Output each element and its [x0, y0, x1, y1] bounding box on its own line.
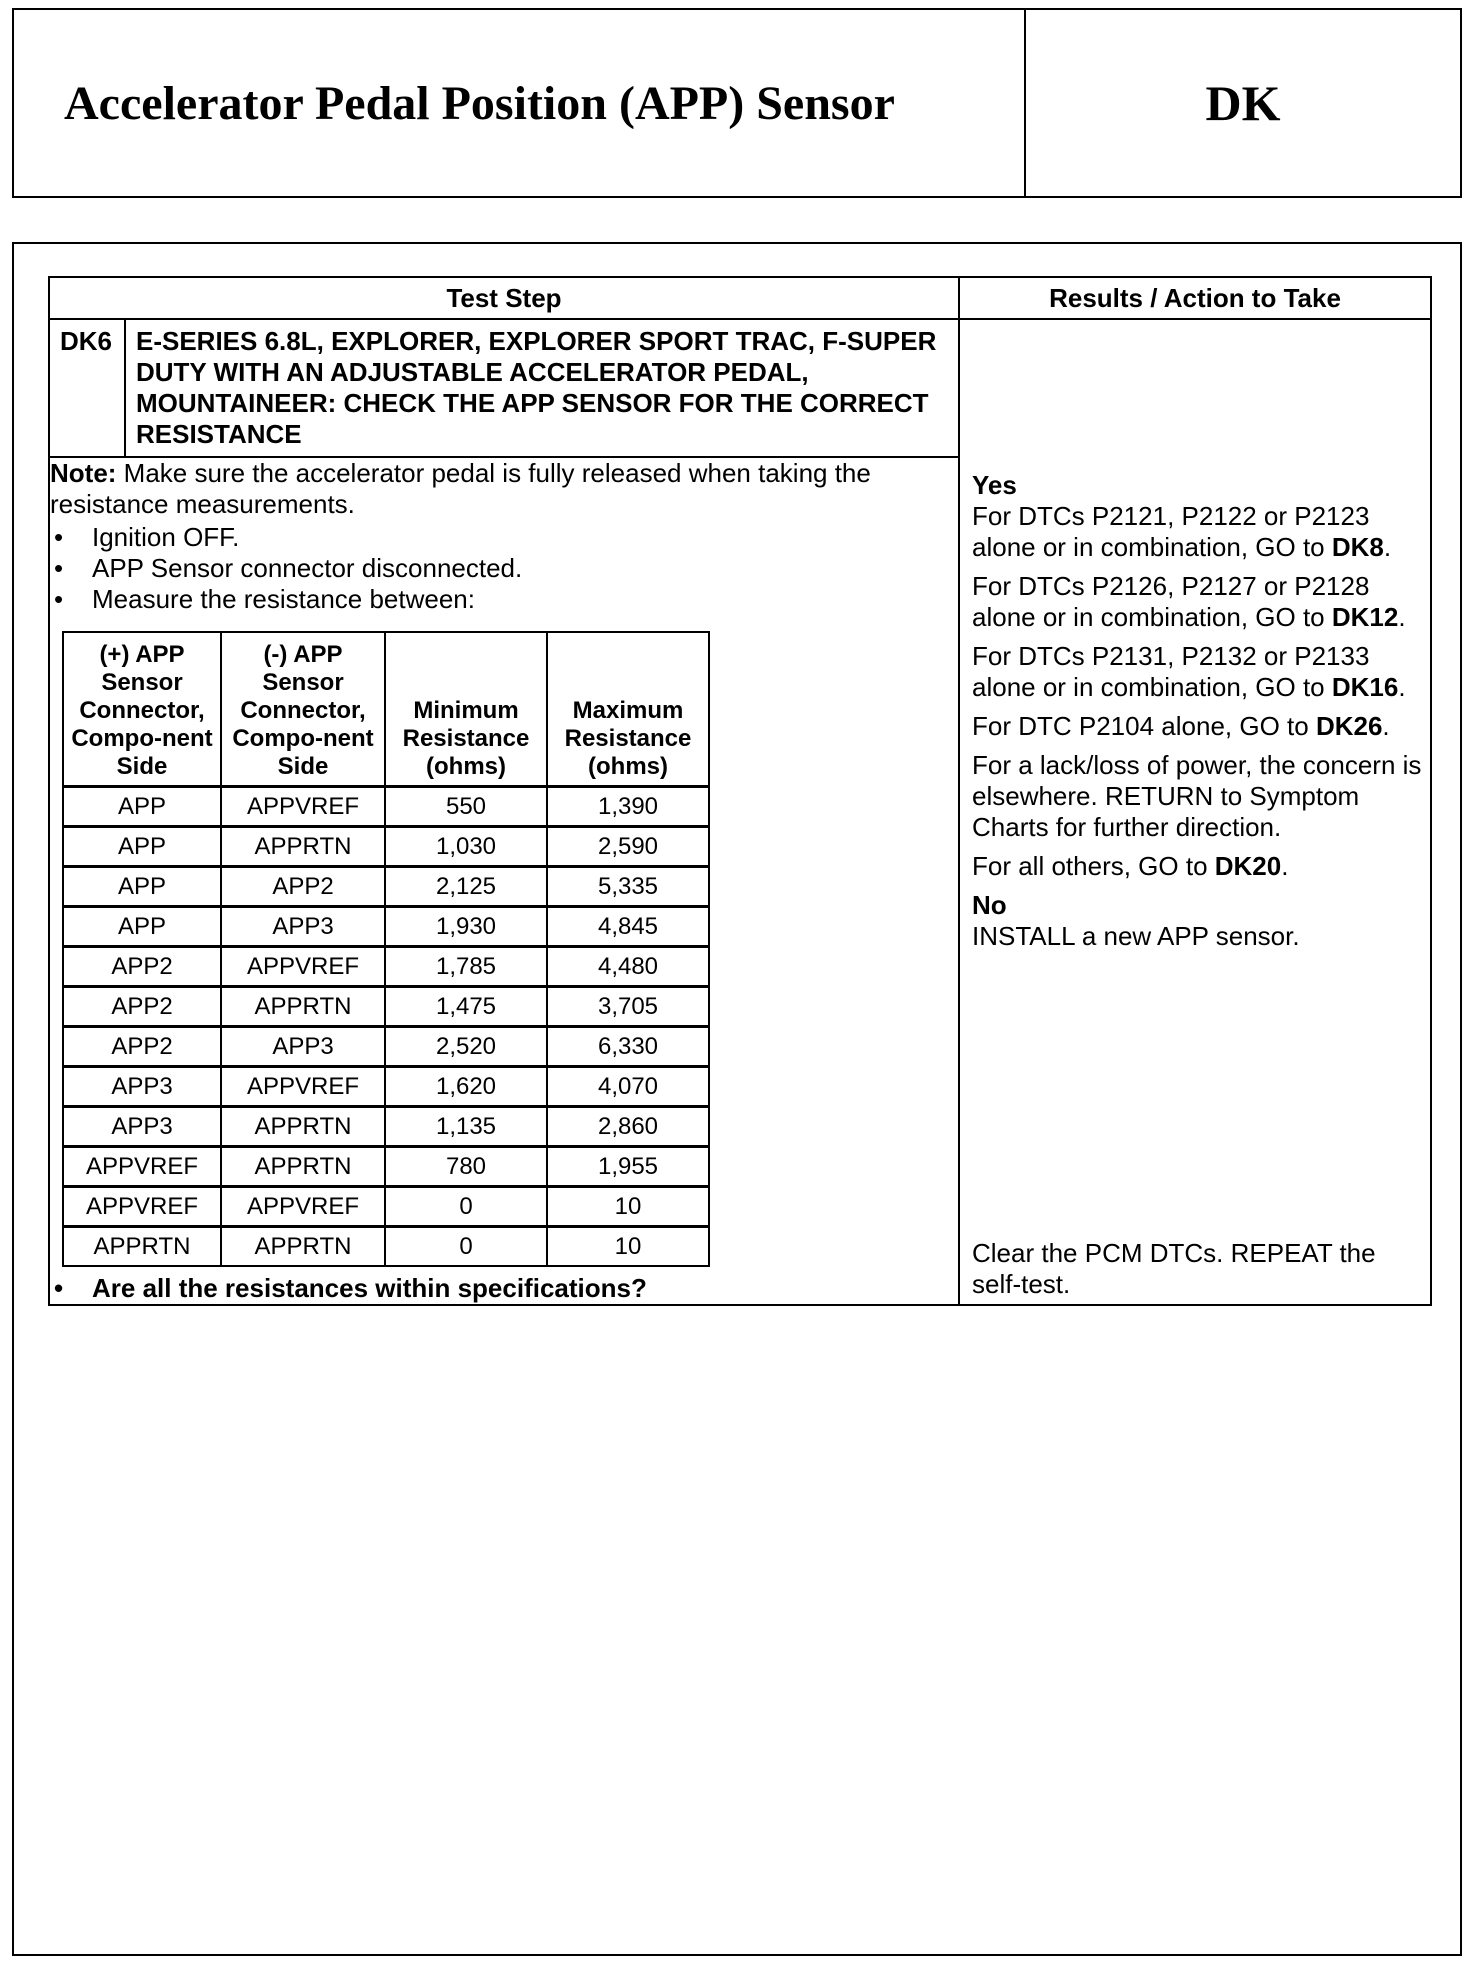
negative-pin-cell: APP3: [221, 907, 385, 947]
step-id: DK6: [50, 320, 126, 456]
positive-pin-cell: APP: [63, 867, 221, 907]
instruction-list: [50, 522, 958, 615]
resistance-table: [62, 631, 710, 1267]
min-resistance-cell: 1,620: [385, 1067, 547, 1107]
page-title: Accelerator Pedal Position (APP) Sensor: [14, 10, 1026, 196]
instruction-item: • Ignition OFF.: [50, 522, 958, 553]
final-action: Clear the PCM DTCs. REPEAT the self-test.: [972, 1238, 1376, 1299]
instruction-item: • Measure the resistance between:: [50, 584, 958, 615]
negative-pin-cell: APPRTN: [221, 1227, 385, 1267]
min-resistance-cell: 1,475: [385, 987, 547, 1027]
positive-pin-cell: APP2: [63, 947, 221, 987]
min-resistance-cell: 2,125: [385, 867, 547, 907]
negative-pin-cell: APPRTN: [221, 827, 385, 867]
min-resistance-cell: 1,930: [385, 907, 547, 947]
table-row: [63, 987, 709, 1027]
table-header-row: [49, 277, 1431, 319]
table-row: [63, 1187, 709, 1227]
yes-label: Yes: [972, 470, 1017, 500]
max-resistance-cell: 4,845: [547, 907, 709, 947]
negative-pin-cell: APPVREF: [221, 1067, 385, 1107]
goto-link[interactable]: DK8: [1331, 532, 1384, 562]
resistance-header-row: [63, 632, 709, 787]
resistance-rows: [63, 787, 709, 1267]
positive-pin-cell: APP: [63, 907, 221, 947]
step-title-cell: [49, 319, 959, 457]
max-resistance-cell: 2,590: [547, 827, 709, 867]
result-text: For DTCs P2121, P2122 or P2123 alone or in combination, GO to: [972, 501, 1370, 562]
result-text: For DTCs P2126, P2127 or P2128 alone or in combination, GO to: [972, 571, 1370, 632]
col-header-positive: (+) APP Sensor Connector, Compo-nent Side: [63, 632, 221, 787]
table-row: [63, 867, 709, 907]
note-label: Note:: [50, 458, 117, 488]
negative-pin-cell: APPVREF: [221, 1187, 385, 1227]
min-resistance-cell: 780: [385, 1147, 547, 1187]
negative-pin-cell: APP3: [221, 1027, 385, 1067]
max-resistance-cell: 6,330: [547, 1027, 709, 1067]
no-action-text: INSTALL a new APP sensor.: [972, 921, 1300, 951]
test-step-table: [48, 276, 1432, 1306]
min-resistance-cell: 2,520: [385, 1027, 547, 1067]
table-row: [63, 1027, 709, 1067]
note-text: Make sure the accelerator pedal is fully released when taking the resistance measurements.: [50, 458, 871, 519]
page-header: [12, 8, 1462, 198]
min-resistance-cell: 0: [385, 1227, 547, 1267]
table-row: [63, 827, 709, 867]
min-resistance-cell: 0: [385, 1187, 547, 1227]
negative-pin-cell: APPVREF: [221, 947, 385, 987]
result-text: For all others, GO to: [972, 851, 1215, 881]
table-row: [63, 1107, 709, 1147]
positive-pin-cell: APP: [63, 827, 221, 867]
max-resistance-cell: 10: [547, 1187, 709, 1227]
no-label: No: [972, 890, 1007, 920]
positive-pin-cell: APP: [63, 787, 221, 827]
col-header-min: Minimum Resistance (ohms): [385, 632, 547, 787]
negative-pin-cell: APP2: [221, 867, 385, 907]
max-resistance-cell: 5,335: [547, 867, 709, 907]
yes-results: Yes For DTCs P2121, P2122 or P2123 alone or in combination, GO to DK8. For DTCs P2126, P2127 or P2128 alone or in combination, GO to DK12. For DTCs P2131, P2132 or P2133 alone or in combination, GO to DK16. For DTC P2104 alone, GO to DK26. For a lack/loss of power, the concern is elsewhere. RETURN to Symptom Charts for further direction. For all others, GO to DK20. No INSTALL a new APP sensor.: [972, 470, 1422, 951]
max-resistance-cell: 4,480: [547, 947, 709, 987]
goto-link[interactable]: DK26: [1315, 711, 1383, 741]
results-heading: Results / Action to Take: [959, 277, 1431, 319]
table-row: [63, 787, 709, 827]
positive-pin-cell: APP3: [63, 1107, 221, 1147]
result-text: For DTC P2104 alone, GO to: [972, 711, 1316, 741]
positive-pin-cell: APPVREF: [63, 1147, 221, 1187]
min-resistance-cell: 1,030: [385, 827, 547, 867]
note: [50, 458, 958, 520]
table-row: [63, 1067, 709, 1107]
table-row: [63, 1147, 709, 1187]
col-header-max: Maximum Resistance (ohms): [547, 632, 709, 787]
goto-link[interactable]: DK12: [1331, 602, 1399, 632]
negative-pin-cell: APPRTN: [221, 1107, 385, 1147]
negative-pin-cell: APPVREF: [221, 787, 385, 827]
positive-pin-cell: APP2: [63, 987, 221, 1027]
test-step-heading: Test Step: [49, 277, 959, 319]
max-resistance-cell: 4,070: [547, 1067, 709, 1107]
max-resistance-cell: 1,955: [547, 1147, 709, 1187]
negative-pin-cell: APPRTN: [221, 987, 385, 1027]
goto-link[interactable]: DK20: [1214, 851, 1282, 881]
step-title: E-SERIES 6.8L, EXPLORER, EXPLORER SPORT TRAC, F-SUPER DUTY WITH AN ADJUSTABLE ACCELERATOR PEDAL, MOUNTAINEER: CHECK THE APP SENSOR FOR THE CORRECT RESISTANCE: [136, 326, 937, 449]
positive-pin-cell: APP2: [63, 1027, 221, 1067]
max-resistance-cell: 10: [547, 1227, 709, 1267]
min-resistance-cell: 1,135: [385, 1107, 547, 1147]
min-resistance-cell: 550: [385, 787, 547, 827]
col-header-negative: (-) APP Sensor Connector, Compo-nent Side: [221, 632, 385, 787]
result-text: For a lack/loss of power, the concern is elsewhere. RETURN to Symptom Charts for further direction.: [972, 750, 1422, 842]
results-cell: [959, 319, 1431, 1305]
goto-link[interactable]: DK16: [1331, 672, 1399, 702]
positive-pin-cell: APPRTN: [63, 1227, 221, 1267]
min-resistance-cell: 1,785: [385, 947, 547, 987]
instruction-item: • APP Sensor connector disconnected.: [50, 553, 958, 584]
section-code: DK: [1205, 75, 1281, 131]
max-resistance-cell: 3,705: [547, 987, 709, 1027]
step-title-row: [49, 319, 1431, 457]
positive-pin-cell: APPVREF: [63, 1187, 221, 1227]
table-row: [63, 947, 709, 987]
max-resistance-cell: 2,860: [547, 1107, 709, 1147]
max-resistance-cell: 1,390: [547, 787, 709, 827]
table-row: [63, 1227, 709, 1267]
step-body-cell: [49, 457, 959, 1305]
check-question: • Are all the resistances within specifications?: [50, 1273, 958, 1304]
result-text: For DTCs P2131, P2132 or P2133 alone or in combination, GO to: [972, 641, 1370, 702]
positive-pin-cell: APP3: [63, 1067, 221, 1107]
table-row: [63, 907, 709, 947]
negative-pin-cell: APPRTN: [221, 1147, 385, 1187]
